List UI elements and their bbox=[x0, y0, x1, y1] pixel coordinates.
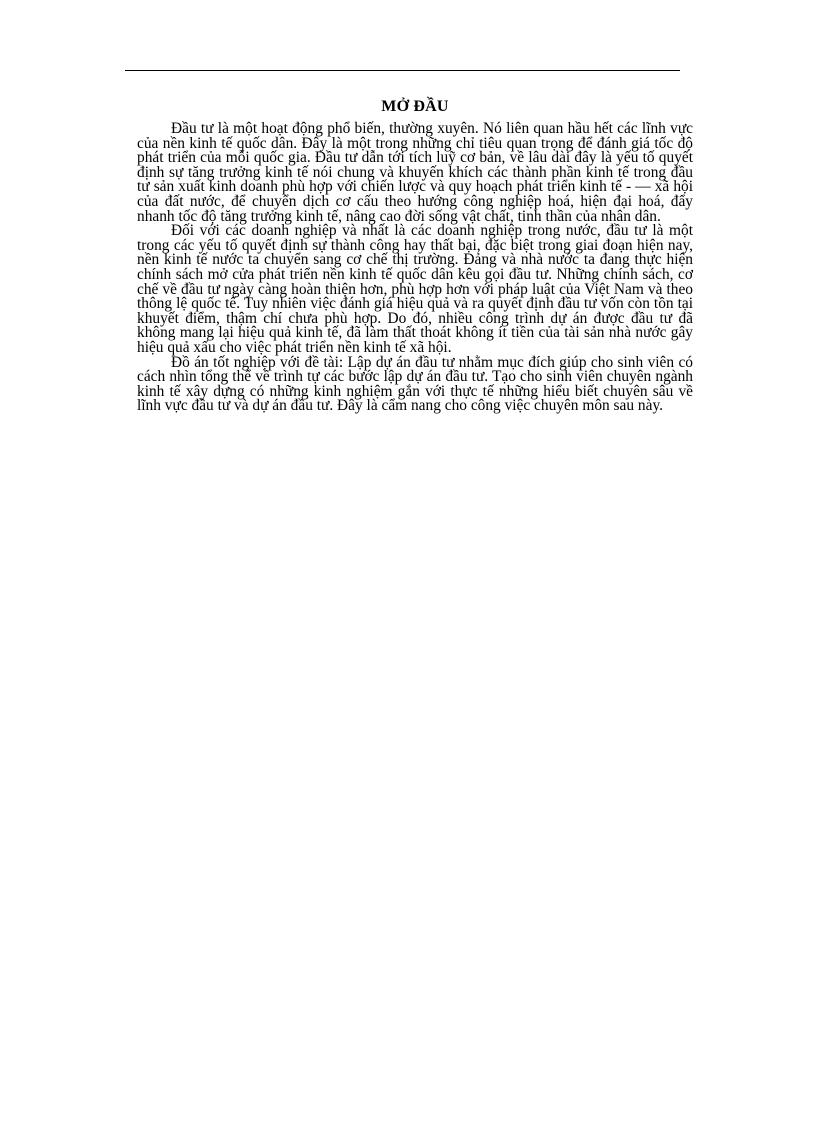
section-heading: MỞ ĐẦU bbox=[381, 98, 449, 115]
document-body bbox=[137, 98, 693, 414]
paragraph-1: Đầu tư là một hoạt động phổ biến, thường xuyên. Nó liên quan hầu hết các lĩnh vực của nền kinh tế quốc dân. Đây là một trong những chỉ tiêu quan trọng để đánh giá tốc độ phát triển của mỗi quốc gia. Đầu tư dẫn tới tích luỹ cơ bản, về lâu dài đây là yếu tố quyết định sự tăng trưởng kinh tế nói chung và khuyến khích các thành phần kinh tế trong đầu tư sản xuất kinh doanh phù hợp với chiến lược và quy hoạch phát triển kinh tế - — xã hội của đất nước, để chuyển dịch cơ cấu theo hướng công nghiệp hoá, hiện đại hoá, đẩy nhanh tốc độ tăng trưởng kinh tế, nâng cao đời sống vật chất, tinh thần của nhân dân. bbox=[137, 120, 693, 225]
paragraph-2: Đối với các doanh nghiệp và nhất là các doanh nghiệp trong nước, đầu tư là một trong các yếu tố quyết định sự thành công hay thất bại, đặc biệt trong giai đoạn hiện nay, nền kinh tế nước ta chuyển sang cơ chế thị trường. Đảng và nhà nước ta đang thực hiện chính sách mở cửa phát triển nền kinh tế quốc dân kêu gọi đầu tư. Những chính sách, cơ chế về đầu tư ngày càng hoàn thiện hơn, phù hợp hơn với pháp luật của Việt Nam và theo thông lệ quốc tế. Tuy nhiên việc đánh giá hiệu quả và ra quyết định đầu tư vốn còn tồn tại khuyết điểm, thậm chí chưa phù hợp. Do đó, nhiều công trình dự án được đầu tư đã không mang lại hiệu quả kinh tế, đã làm thất thoát không ít tiền của tài sản nhà nước gây hiệu quả xấu cho việc phát triển nền kinh tế xã hội. bbox=[137, 222, 693, 356]
paragraph-3: Đồ án tốt nghiệp với đề tài: Lập dự án đầu tư nhằm mục đích giúp cho sinh viên có cách nhìn tổng thể về trình tự các bước lập dự án đầu tư. Tạo cho sinh viên chuyên ngành kinh tế xây dựng có những kinh nghiệm gắn với thực tế những hiểu biết chuyên sâu về lĩnh vực đầu tư và dự án đầu tư. Đây là cẩm nang cho công việc chuyên môn sau này. bbox=[137, 353, 693, 415]
header-rule bbox=[125, 70, 680, 71]
